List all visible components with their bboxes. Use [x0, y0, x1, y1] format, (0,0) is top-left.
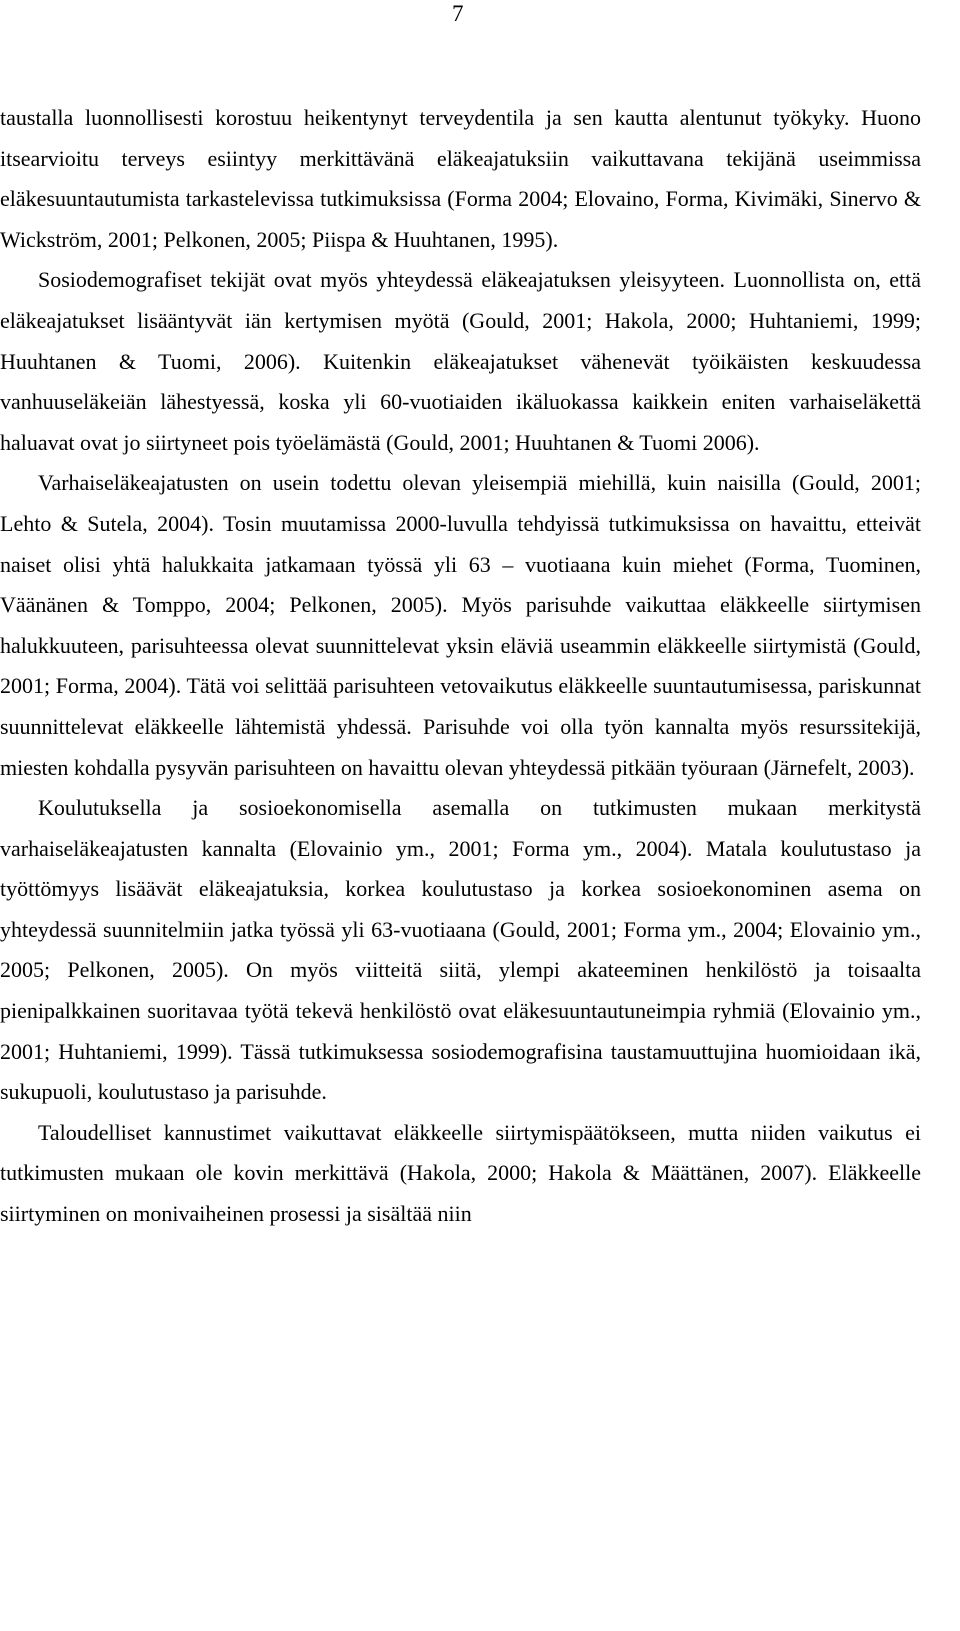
- paragraph-health: taustalla luonnollisesti korostuu heikentynyt terveydentila ja sen kautta alentunut työkyky. Huono itsearvioitu terveys esiintyy merkittävänä eläkeajatuksiin vaikuttavana tekijänä useimmissa eläkesuuntautumista tarkastelevissa tutkimuksissa (Forma 2004; Elovaino, Forma, Kivimäki, Sinervo & Wickström, 2001; Pelkonen, 2005; Piispa & Huuhtanen, 1995).: [0, 105, 921, 252]
- paragraph-economic: Taloudelliset kannustimet vaikuttavat eläkkeelle siirtymispäätökseen, mutta niiden vaikutus ei tutkimusten mukaan ole kovin merkittävä (Hakola, 2000; Hakola & Määttänen, 2007). Eläkkeelle siirtyminen on monivaiheinen prosessi ja sisältää niin: [0, 1119, 921, 1227]
- paragraph-gender-relationship: Varhaiseläkeajatusten on usein todettu olevan yleisempiä miehillä, kuin naisilla (Gould, 2001; Lehto & Sutela, 2004). Tosin muutamissa 2000-luvulla tehdyissä tutkimuksissa on havaittu, etteivät naiset olisi yhtä halukkaita jatkamaan työssä yli 63 – vuotiaana kuin miehet (Forma, Tuominen, Väänänen & Tomppo, 2004; Pelkonen, 2005). Myös parisuhde vaikuttaa eläkkeelle siirtymisen halukkuuteen, parisuhteessa olevat suunnittelevat yksin eläviä useammin eläkkeelle siirtymistä (Gould, 2001; Forma, 2004). Tätä voi selittää parisuhteen vetovaikutus eläkkeelle suuntautumisessa, pariskunnat suunnittelevat eläkkeelle lähtemistä yhdessä. Parisuhde voi olla työn kannalta myös resurssitekijä, miesten kohdalla pysyvän parisuhteen on havaittu olevan yhteydessä pitkään työuraan (Järnefelt, 2003).: [0, 470, 921, 780]
- paragraph-education: Koulutuksella ja sosioekonomisella asemalla on tutkimusten mukaan merkitystä varhaiseläkeajatusten kannalta (Elovainio ym., 2001; Forma ym., 2004). Matala koulutustaso ja työttömyys lisäävät eläkeajatuksia, korkea koulutustaso ja korkea sosioekonominen asema on yhteydessä suunnitelmiin jatka työssä yli 63-vuotiaana (Gould, 2001; Forma ym., 2004; Elovainio ym., 2005; Pelkonen, 2005). On myös viitteitä siitä, ylempi akateeminen henkilöstö ja toisaalta pienipalkkainen suoritavaa työtä tekevä henkilöstö ovat eläkesuuntautuneimpia ryhmiä (Elovainio ym., 2001; Huhtaniemi, 1999). Tässä tutkimuksessa sosiodemografisina taustamuuttujina huomioidaan ikä, sukupuoli, koulutustaso ja parisuhde.: [0, 795, 921, 1105]
- page-number: 7: [452, 1, 464, 26]
- document-body: [0, 98, 921, 1235]
- paragraph-sociodemographic: Sosiodemografiset tekijät ovat myös yhteydessä eläkeajatuksen yleisyyteen. Luonnollista on, että eläkeajatukset lisääntyvät iän kertymisen myötä (Gould, 2001; Hakola, 2000; Huhtaniemi, 1999; Huuhtanen & Tuomi, 2006). Kuitenkin eläkeajatukset vähenevät työikäisten keskuudessa vanhuuseläkeiän lähestyessä, koska yli 60-vuotiaiden ikäluokassa kaikkein eniten varhaiseläkettä haluavat ovat jo siirtyneet pois työelämästä (Gould, 2001; Huuhtanen & Tuomi 2006).: [0, 267, 921, 455]
